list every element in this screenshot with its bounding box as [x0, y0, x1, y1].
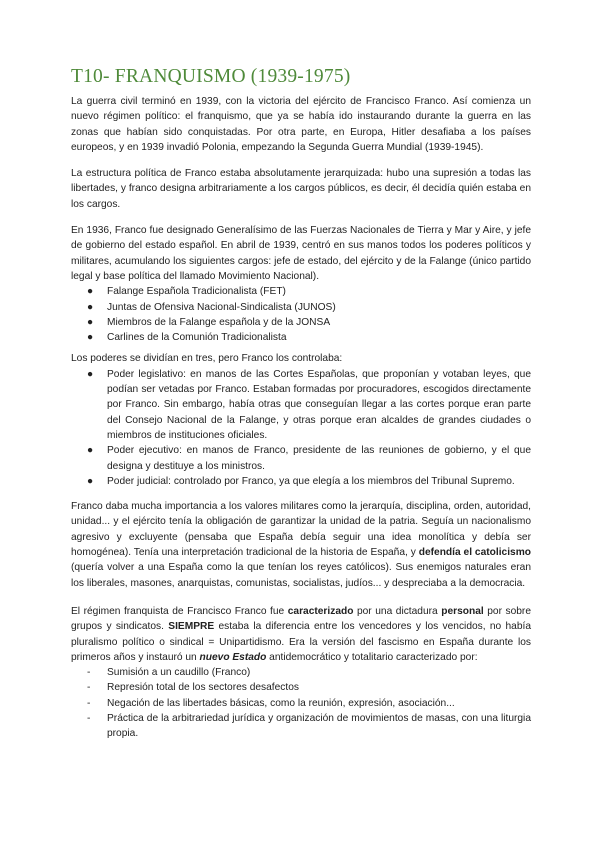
bullet-icon: ●: [87, 475, 94, 487]
ideology-paragraph: Franco daba mucha importancia a los valores militares como la jerarquía, disciplina, orden, autoridad, unidad... y el ejército tenía la obligación de garantizar la unidad de la patria. Seguía un nacionalismo agresivo y excluyente (pensaba que España debía seguir una idea monolítica y debía ser homogénea). Tenía una interpretación tradicional de la historia de España, y defendía el catolicismo (quería volver a una España como la que tenían los reyes católicos). Sus enemigos naturales eran los liberales, masones, anarquistas, comunistas, socialistas, judíos... y despreciaba a la democracia.: [71, 501, 531, 589]
list-item: - Represión total de los sectores desafectos: [71, 680, 531, 695]
bullet-icon: ●: [87, 286, 94, 298]
emphasis-personal: personal: [441, 605, 484, 617]
bullet-icon: ●: [87, 301, 94, 313]
emphasis-caracterizado: caracterizado: [287, 605, 354, 617]
powers-intro-paragraph: Los poderes se dividían en tres, pero Franco los controlaba:: [71, 353, 343, 365]
regime-paragraph: El régimen franquista de Francisco Franco fue caracterizado por una dictadura personal por sobre grupos y sindicatos. SIEMPRE estaba la diferencia entre los vencedores y los vencidos, no había pluralismo político o sindical = Unipartidismo. Era la versión del fascismo en España durante los primeros años y instauró un nuevo Estado antidemocrático y totalitario caracterizado por:: [71, 605, 531, 663]
bullet-icon: ●: [87, 368, 94, 380]
list-item: ● Poder legislativo: en manos de las Cortes Españolas, que proponían y votaban leyes, que podían ser vetadas por Franco. Estaban formadas por procuradores, escogidos directamente por Franco. Sin embargo, había otras que conseguían llegar a las cortes porque eran parte del Consejo Nacional de la Falange, y otras porque eran alcaldes de grandes ciudades o miembros de instituciones oficiales.: [87, 368, 531, 441]
emphasis-catolicismo: defendía el catolicismo: [418, 547, 531, 559]
document-page: [71, 64, 531, 748]
list-item: - Práctica de la arbitrariedad jurídica y organización de movimientos de masas, con una liturgia propia.: [87, 712, 531, 740]
bullet-icon: ●: [87, 445, 94, 457]
list-item: ● Carlines de la Comunión Tradicionalista: [71, 330, 531, 345]
page-title: T10- FRANQUISMO (1939-1975): [71, 66, 351, 87]
list-item: ● Poder ejecutivo: en manos de Franco, presidente de las reuniones de gobierno, y el que designa y destituye a los ministros.: [87, 445, 531, 472]
dash-icon: -: [87, 667, 91, 679]
franco-powers-paragraph: En 1936, Franco fue designado Generalísimo de las Fuerzas Nacionales de Tierra y Mar y Aire, y jefe de gobierno del estado español. En abril de 1939, centró en sus manos todos los poderes políticos y militares, acumulando los siguientes cargos: jefe de estado, del ejército y de la Falange (único partido legal y base política del llamado Movimiento Nacional).: [71, 225, 531, 282]
list-item: ● Falange Española Tradicionalista (FET): [71, 284, 531, 299]
intro-paragraph: La guerra civil terminó en 1939, con la victoria del ejército de Francisco Franco. Así comienza un nuevo régimen político: el franquismo, que ya se había ido instaurando durante la guerra en las zonas que habían sido conquistadas. Por otra parte, en Europa, Hitler desafiaba a los países europeos, y en 1939 invadió Polonia, empezando la Segunda Guerra Mundial (1939-1945).: [71, 96, 531, 153]
list-item: ● Miembros de la Falange española y de la JONSA: [71, 315, 531, 330]
powers-list: [71, 367, 531, 489]
list-item: - Negación de las libertades básicas, como la reunión, expresión, asociación...: [71, 696, 531, 711]
characteristics-list: [71, 665, 531, 741]
list-item: ● Juntas de Ofensiva Nacional-Sindicalista (JUNOS): [71, 300, 531, 315]
emphasis-nuevo-estado: nuevo Estado: [199, 651, 267, 663]
dash-icon: -: [87, 682, 91, 694]
list-item: ● Poder judicial: controlado por Franco, ya que elegía a los miembros del Tribunal Supremo.: [71, 474, 531, 489]
list-item: - Sumisión a un caudillo (Franco): [71, 665, 531, 680]
falange-list: [71, 284, 531, 345]
dash-icon: -: [87, 712, 91, 724]
dash-icon: -: [87, 697, 91, 709]
political-structure-paragraph: La estructura política de Franco estaba absolutamente jerarquizada: hubo una supresión a todas las libertades, y franco designa arbitrariamente a los cargos públicos, es decir, él decidía quién estaba en los cargos.: [71, 168, 531, 210]
bullet-icon: ●: [87, 332, 94, 344]
bullet-icon: ●: [87, 316, 94, 328]
emphasis-siempre: SIEMPRE: [168, 621, 215, 633]
